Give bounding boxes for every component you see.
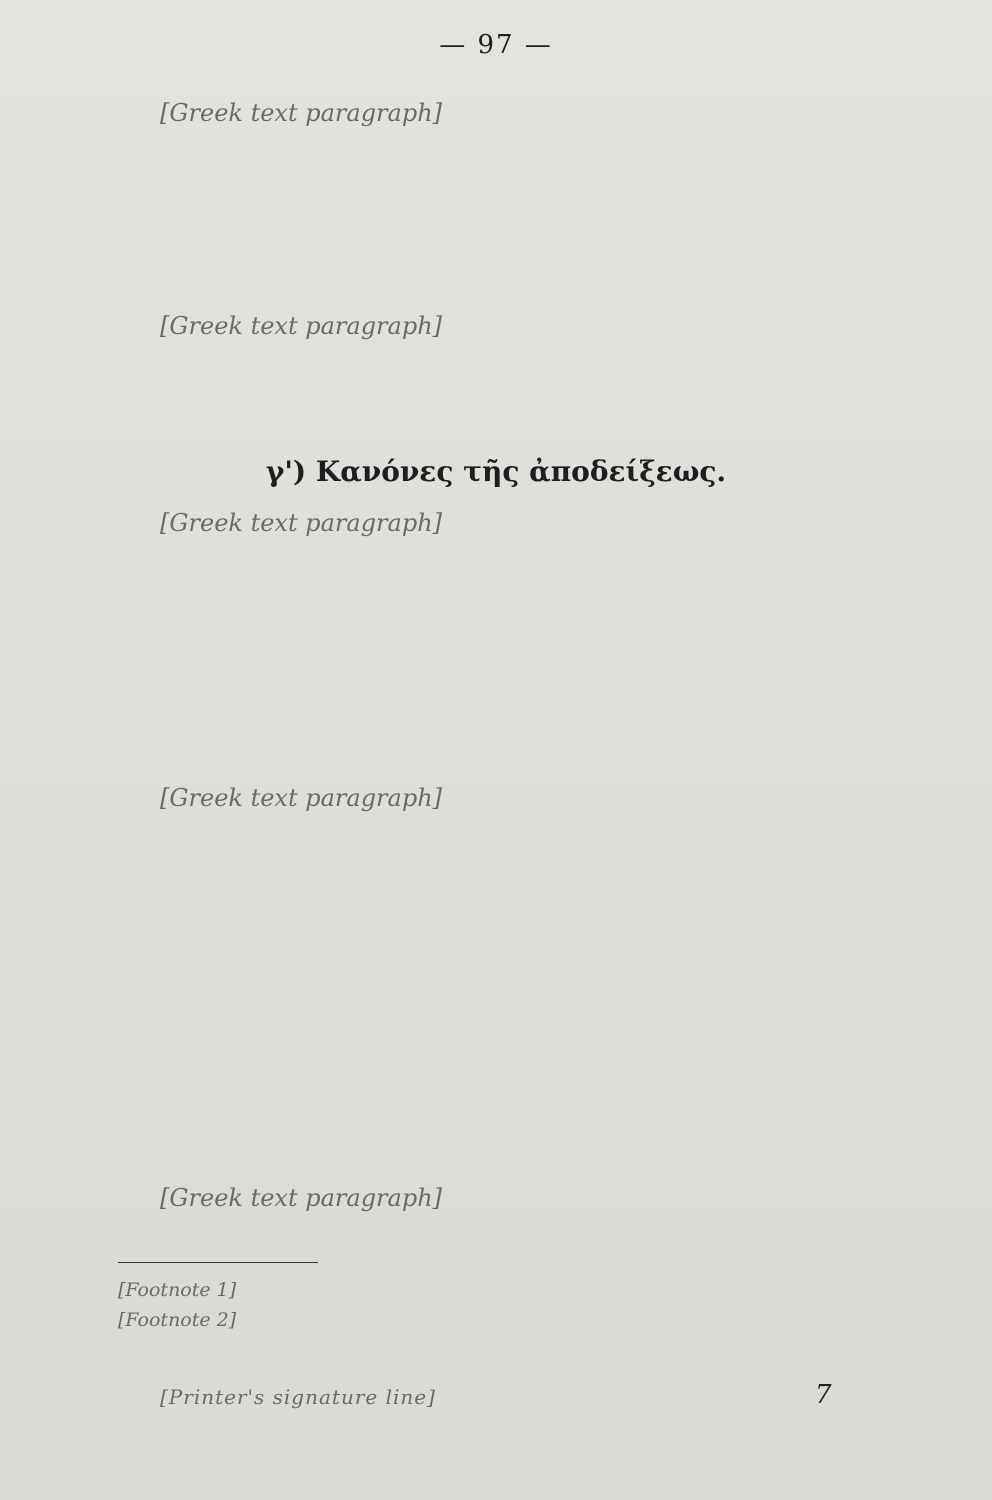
footnote-rule (118, 1262, 318, 1263)
paragraph-text: [Greek text paragraph] (160, 784, 443, 812)
section-heading: γ') Κανόνες τῆς ἀποδείξεως. (265, 455, 727, 488)
footnotes (118, 1275, 864, 1335)
paragraph-true-proof (118, 308, 864, 344)
sheet-number: 7 (815, 1380, 832, 1410)
page-number: — 97 — (439, 30, 553, 60)
printer-signature: [Printer's signature line] (160, 1385, 436, 1409)
paragraph-text: [Greek text paragraph] (160, 509, 443, 537)
paragraph-text: [Greek text paragraph] (160, 99, 443, 127)
paragraph-text: [Greek text paragraph] (160, 1184, 443, 1212)
paragraph-continuation (118, 95, 864, 131)
paragraph-rule-a (118, 505, 864, 541)
paragraph-other-violation (118, 1180, 864, 1216)
paragraph-text: [Greek text paragraph] (160, 312, 443, 340)
footnote-1: [Footnote 1] (118, 1279, 237, 1301)
footnote-2: [Footnote 2] (118, 1309, 237, 1331)
paragraph-rule-b (118, 780, 864, 816)
